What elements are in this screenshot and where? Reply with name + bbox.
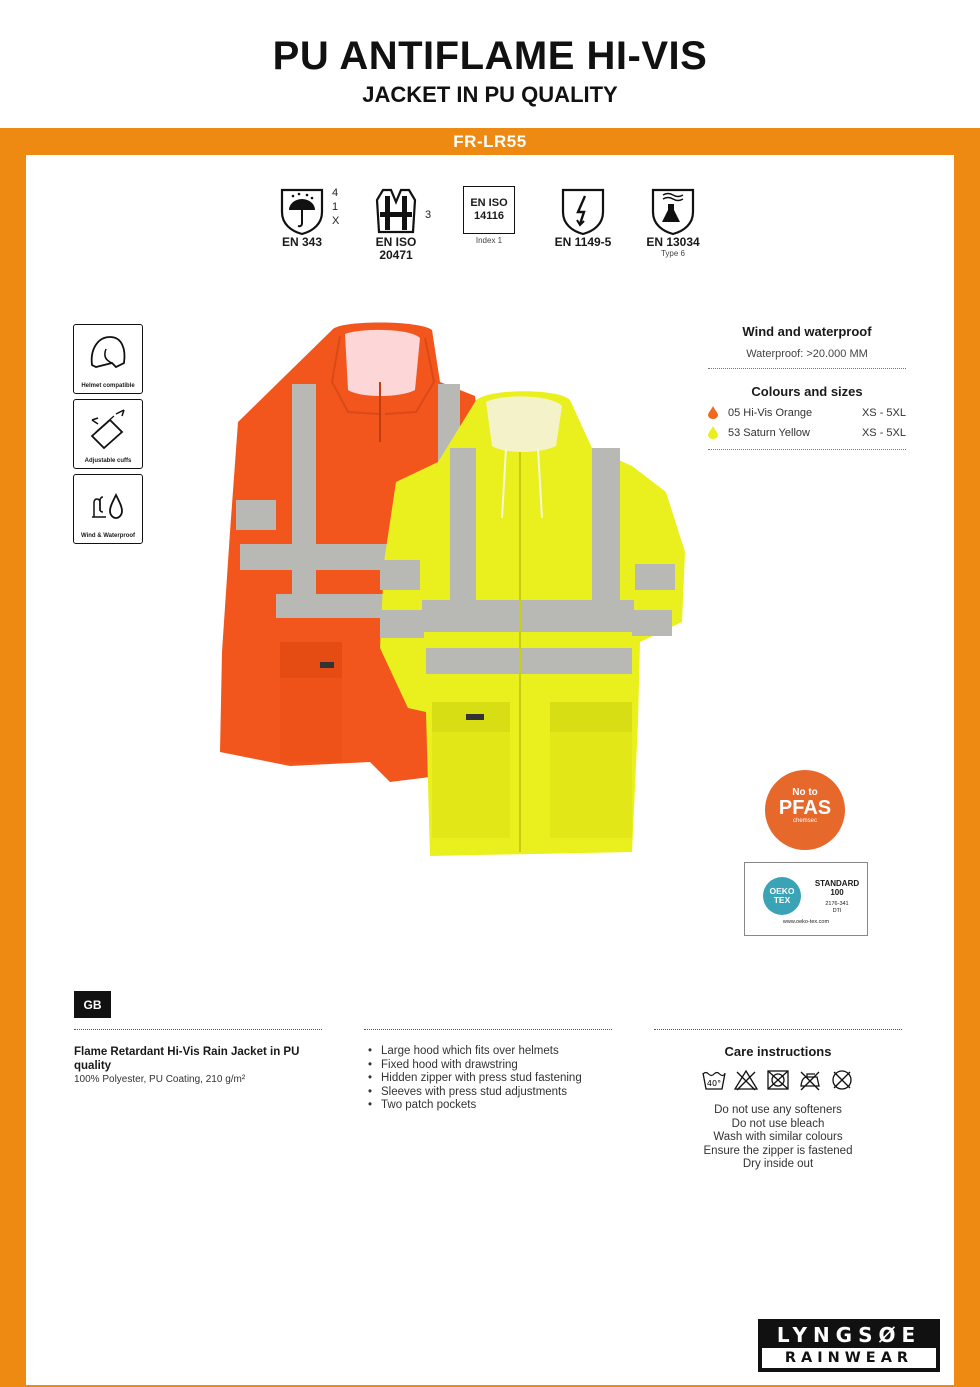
wind-water-icon bbox=[86, 481, 130, 527]
cert-en1149-5 bbox=[552, 186, 614, 249]
brand-logo bbox=[758, 1319, 940, 1372]
list-item: • Fixed hood with drawstring bbox=[368, 1059, 582, 1073]
hi-vis-vest-icon bbox=[371, 186, 421, 236]
info-panel bbox=[708, 324, 906, 450]
list-item: • Sleeves with press stud adjustments bbox=[368, 1086, 582, 1100]
care-line: Dry inside out bbox=[742, 1158, 814, 1171]
colour-sizes: XS - 5XL bbox=[861, 427, 906, 439]
divider bbox=[74, 1029, 322, 1030]
page-title: PU ANTIFLAME HI-VIS bbox=[272, 34, 708, 78]
cert-en-iso-14116 bbox=[463, 186, 515, 245]
frame-left bbox=[0, 128, 26, 1387]
oeko-standard bbox=[811, 879, 863, 897]
cert-en13034 bbox=[644, 186, 702, 258]
care-line: Do not use bleach bbox=[731, 1117, 825, 1130]
cert-en343 bbox=[272, 186, 332, 249]
care-symbols bbox=[702, 1069, 854, 1091]
waterproof-value: Waterproof: >20.000 MM bbox=[746, 348, 868, 360]
product-code: FR-LR55 bbox=[453, 131, 527, 151]
divider bbox=[708, 368, 906, 369]
feature-list bbox=[368, 1045, 582, 1113]
shield-lightning-icon bbox=[558, 186, 608, 236]
no-pfas-badge bbox=[765, 770, 845, 850]
cuff-icon bbox=[86, 406, 130, 452]
level-value: 1 bbox=[332, 201, 339, 213]
care-line: Wash with similar colours bbox=[713, 1131, 843, 1144]
colour-row-orange bbox=[708, 405, 906, 423]
cert-en1149-label: EN 1149-5 bbox=[554, 235, 612, 249]
orange-drop-icon bbox=[708, 406, 718, 419]
cert-en343-levels bbox=[332, 186, 339, 228]
oeko-tex-logo: OEKO TEX bbox=[763, 877, 801, 915]
cert-14116-index: Index 1 bbox=[475, 236, 503, 245]
frame-right bbox=[954, 128, 980, 1387]
colour-list bbox=[708, 405, 906, 451]
oeko-url: www.oeko-tex.com bbox=[782, 919, 830, 925]
cert-box bbox=[463, 186, 515, 234]
feature-wind-water bbox=[73, 474, 143, 544]
page-subtitle: JACKET IN PU QUALITY bbox=[362, 82, 618, 107]
no-tumble-dry-icon bbox=[766, 1069, 790, 1091]
yellow-drop-icon bbox=[708, 426, 718, 439]
care-title: Care instructions bbox=[724, 1044, 832, 1059]
helmet-icon bbox=[86, 331, 130, 377]
level-value: 4 bbox=[332, 187, 339, 199]
divider bbox=[364, 1029, 612, 1030]
list-item: • Hidden zipper with press stud fastening bbox=[368, 1072, 582, 1086]
wash-40-icon bbox=[702, 1069, 726, 1091]
shield-chemical-icon bbox=[648, 186, 698, 236]
oeko-code-number: 2176-341 bbox=[825, 901, 849, 907]
colours-title: Colours and sizes bbox=[751, 384, 863, 399]
cert-en-iso-20471-label: EN ISO 20471 bbox=[375, 235, 417, 262]
level-value: X bbox=[332, 215, 340, 227]
cert-box-line1: EN ISO bbox=[470, 197, 508, 209]
care-line: Do not use any softeners bbox=[714, 1104, 842, 1116]
cert-en13034-type: Type 6 bbox=[660, 249, 685, 258]
care-text bbox=[654, 1104, 902, 1172]
language-badge: GB bbox=[74, 991, 111, 1018]
list-item: • Large hood which fits over helmets bbox=[368, 1045, 582, 1059]
shield-umbrella-icon bbox=[277, 186, 327, 236]
product-code-bar bbox=[0, 128, 980, 155]
no-dry-clean-icon bbox=[830, 1069, 854, 1091]
cert-en-iso-20471 bbox=[368, 186, 424, 262]
pfas-main: PFAS bbox=[778, 797, 832, 819]
brand-tagline: RAINWEAR bbox=[762, 1348, 936, 1368]
composition: 100% Polyester, PU Coating, 210 g/m² bbox=[74, 1074, 246, 1085]
feature-helmet-label: Helmet compatible bbox=[81, 383, 135, 389]
colour-name: 05 Hi-Vis Orange bbox=[728, 407, 813, 419]
no-ironing-icon bbox=[798, 1069, 822, 1091]
pfas-sub: chemsec bbox=[792, 818, 817, 824]
pfas-top: No to bbox=[792, 787, 818, 798]
feature-cuffs bbox=[73, 399, 143, 469]
feature-cuffs-label: Adjustable cuffs bbox=[84, 458, 132, 464]
oeko-institute: DTI bbox=[832, 908, 842, 914]
oeko-standard-line1: STANDARD bbox=[814, 879, 860, 888]
colour-sizes: XS - 5XL bbox=[861, 407, 906, 419]
list-item: • Two patch pockets bbox=[368, 1099, 582, 1113]
colour-row-yellow bbox=[708, 425, 906, 443]
divider bbox=[654, 1029, 902, 1030]
jackets-product-image bbox=[220, 322, 690, 858]
colour-name: 53 Saturn Yellow bbox=[728, 427, 810, 439]
cert-box-line2: 14116 bbox=[474, 210, 504, 222]
care-line: Ensure the zipper is fastened bbox=[703, 1144, 853, 1157]
description-title: Flame Retardant Hi-Vis Rain Jacket in PU quality bbox=[74, 1046, 300, 1072]
brand-name: LYNGSØE bbox=[776, 1323, 922, 1347]
wash-temp: 40° bbox=[706, 1079, 722, 1088]
oeko-code bbox=[811, 901, 863, 915]
no-bleach-icon bbox=[734, 1069, 758, 1091]
oeko-tex-label bbox=[744, 862, 868, 936]
feature-helmet bbox=[73, 324, 143, 394]
feature-wind-water-label: Wind & Waterproof bbox=[80, 533, 136, 539]
cert-20471-class: 3 bbox=[425, 209, 432, 221]
waterproof-title: Wind and waterproof bbox=[742, 324, 872, 339]
cert-en13034-label: EN 13034 bbox=[646, 235, 700, 249]
oeko-standard-line2: 100 bbox=[830, 888, 844, 897]
cert-en343-label: EN 343 bbox=[281, 235, 323, 249]
